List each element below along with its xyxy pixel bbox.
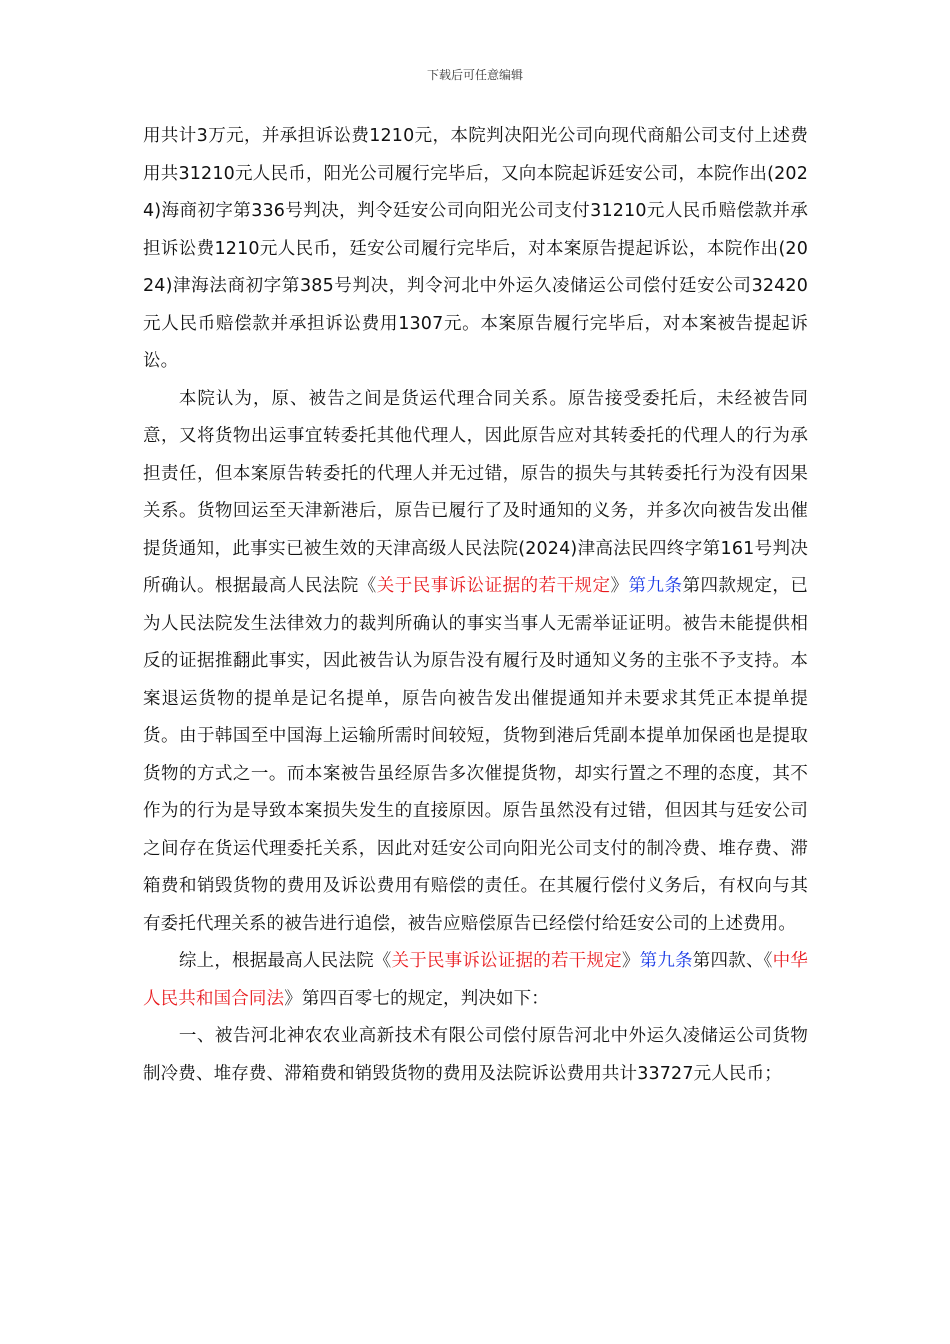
page-header: 下载后可任意编辑 <box>426 68 523 82</box>
paragraph-3-text-a: 综上，根据最高人民法院《 <box>178 951 392 971</box>
paragraph-2-text-a: 本院认为，原、被告之间是货运代理合同关系。原告接受委托后，未经被告同意，又将货物出运事宜转委托其他代理人，因此原告应对其转委托的代理人的行为承担责任，但本案原告转委托的代理人并无过错，原告的损失与其转委托行为没有因果关系。货物回运至天津新港后，原告已履行了及时通知的义务，并多次向被告发出催提货通知，此事实已被生效的天津高级人民法院(2024)津高法民四终字第161号判决所确认。根据最高人民法院《 <box>143 388 808 596</box>
paragraph-3-text-b: 》 <box>621 951 640 971</box>
document-body <box>143 118 808 1093</box>
article-link-ninth[interactable]: 第九条 <box>628 576 683 596</box>
paragraph-3 <box>143 943 808 1018</box>
paragraph-2 <box>143 381 808 944</box>
paragraph-1: 用共计3万元，并承担诉讼费1210元，本院判决阳光公司向现代商船公司支付上述费用共31210元人民币，阳光公司履行完毕后，又向本院起诉廷安公司，本院作出(2024)海商初字第336号判决，判令廷安公司向阳光公司支付31210元人民币赔偿款并承担诉讼费1210元人民币，廷安公司履行完毕后，对本案原告提起诉讼，本院作出(2024)津海法商初字第385号判决，判令河北中外运久凌储运公司偿付廷安公司32420元人民币赔偿款并承担诉讼费用1307元。本案原告履行完毕后，对本案被告提起诉讼。 <box>143 126 808 371</box>
law-link-evidence-rules[interactable]: 关于民事诉讼证据的若干规定 <box>391 951 622 971</box>
paragraph-2-text-c: 第四款规定，已为人民法院发生法律效力的裁判所确认的事实当事人无需举证证明。被告未能提供相反的证据推翻此事实，因此被告认为原告没有履行及时通知义务的主张不予支持。本案退运货物的提单是记名提单，原告向被告发出催提通知并未要求其凭正本提单提货。由于韩国至中国海上运输所需时间较短，货物到港后凭副本提单加保函也是提取货物的方式之一。而本案被告虽经原告多次催提货物，却实行置之不理的态度，其不作为的行为是导致本案损失发生的直接原因。原告虽然没有过错，但因其与廷安公司之间存在货运代理委托关系，因此对廷安公司向阳光公司支付的制冷费、堆存费、滞箱费和销毁货物的费用及诉讼费用有赔偿的责任。在其履行偿付义务后，有权向与其有委托代理关系的被告进行追偿，被告应赔偿原告已经偿付给廷安公司的上述费用。 <box>143 576 809 934</box>
law-link-evidence-rules[interactable]: 关于民事诉讼证据的若干规定 <box>376 576 611 596</box>
paragraph-4: 一、被告河北神农农业高新技术有限公司偿付原告河北中外运久凌储运公司货物制冷费、堆存费、滞箱费和销毁货物的费用及法院诉讼费用共计33727元人民币； <box>143 1026 808 1084</box>
article-link-ninth[interactable]: 第九条 <box>639 951 693 971</box>
law-link-contract-law[interactable]: 中华人民共和国合同法 <box>143 951 809 1009</box>
paragraph-2-text-b: 》 <box>610 576 629 596</box>
paragraph-3-text-d: 》第四百零七的规定，判决如下： <box>284 988 549 1009</box>
paragraph-3-text-c: 第四款、《 <box>692 951 773 971</box>
